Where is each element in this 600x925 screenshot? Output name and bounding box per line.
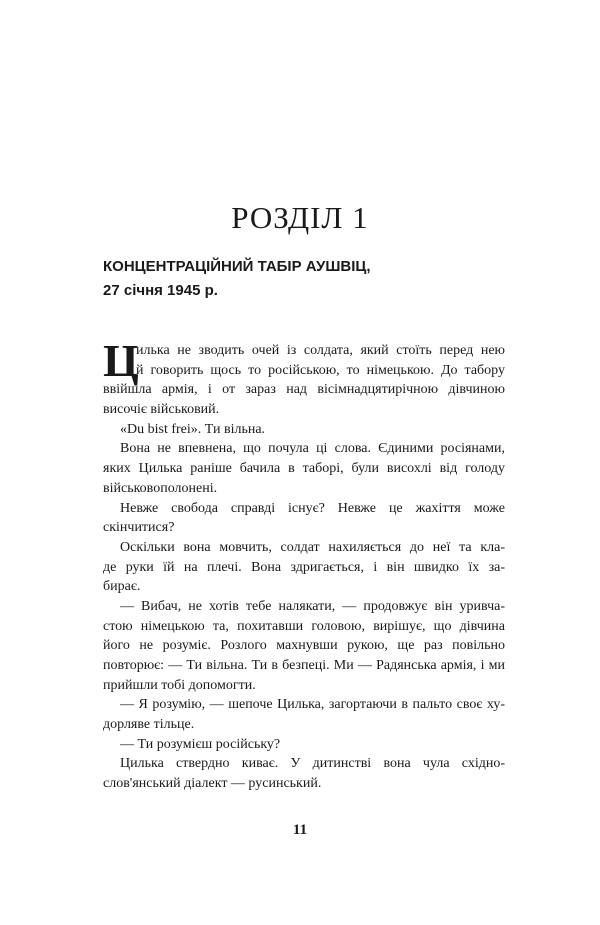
text-line: височіє військовий. [103, 402, 220, 418]
text-line: слов'янський діалект — русинський. [103, 776, 322, 792]
body-text [103, 335, 505, 794]
chapter-date: 27 січня 1945 р. [103, 282, 218, 299]
text-line: — Я розумію, — шепоче Цилька, загортаючи в пальто своє ху- [120, 697, 505, 713]
text-line: й говорить щось то російською, то німецькою. До табору [136, 362, 505, 378]
text-line: «Du bist frei». Ти вільна. [120, 421, 266, 437]
page-number: 11 [292, 822, 308, 838]
text-line: де руки їй на плечі. Вона здригається, і він швидко їх за- [103, 559, 505, 575]
text-line: скінчитися? [103, 520, 175, 536]
text-line: Вона не впевнена, що почула ці слова. Єдиними росіянами, [120, 441, 505, 457]
text-line: бирає. [103, 579, 141, 595]
text-line: стою німецькою та, похитавши головою, вирішує, що дівчина [103, 618, 505, 634]
text-line: прийшли тобі допомогти. [103, 677, 256, 693]
text-line: дорляве тільце. [103, 717, 195, 733]
text-line: илька не зводить очей із солдата, який стоїть перед нею [136, 343, 505, 358]
text-line: Цилька ствердно киває. У дитинстві вона чула східно- [120, 756, 505, 772]
text-line: військовополонені. [103, 480, 218, 496]
text-line: Оскільки вона мовчить, солдат нахиляється до неї та кла- [120, 539, 505, 555]
chapter-title: РОЗДІЛ 1 [231, 200, 369, 235]
text-line: — Вибач, не хотів тебе налякати, — продовжує він уривча- [120, 598, 505, 614]
text-line: його не розуміє. Розлого махнувши рукою, ще раз повільно [103, 638, 505, 654]
text-line: Невже свобода справді існує? Невже це жахіття може [120, 500, 505, 516]
text-line: ввійшла армія, і от зараз над вісімнадцятирічною дівчиною [103, 382, 505, 398]
text-line: яких Цилька раніше бачила в таборі, були висохлі від голоду [103, 461, 505, 477]
drop-cap: Ц [103, 335, 139, 386]
text-line: — Ти розумієш російську? [120, 736, 281, 752]
text-line: повторює: — Ти вільна. Ти в безпеці. Ми — Радянська армія, і ми [103, 658, 505, 673]
chapter-location: КОНЦЕНТРАЦІЙНИЙ ТАБІР АУШВІЦ, [103, 258, 371, 275]
